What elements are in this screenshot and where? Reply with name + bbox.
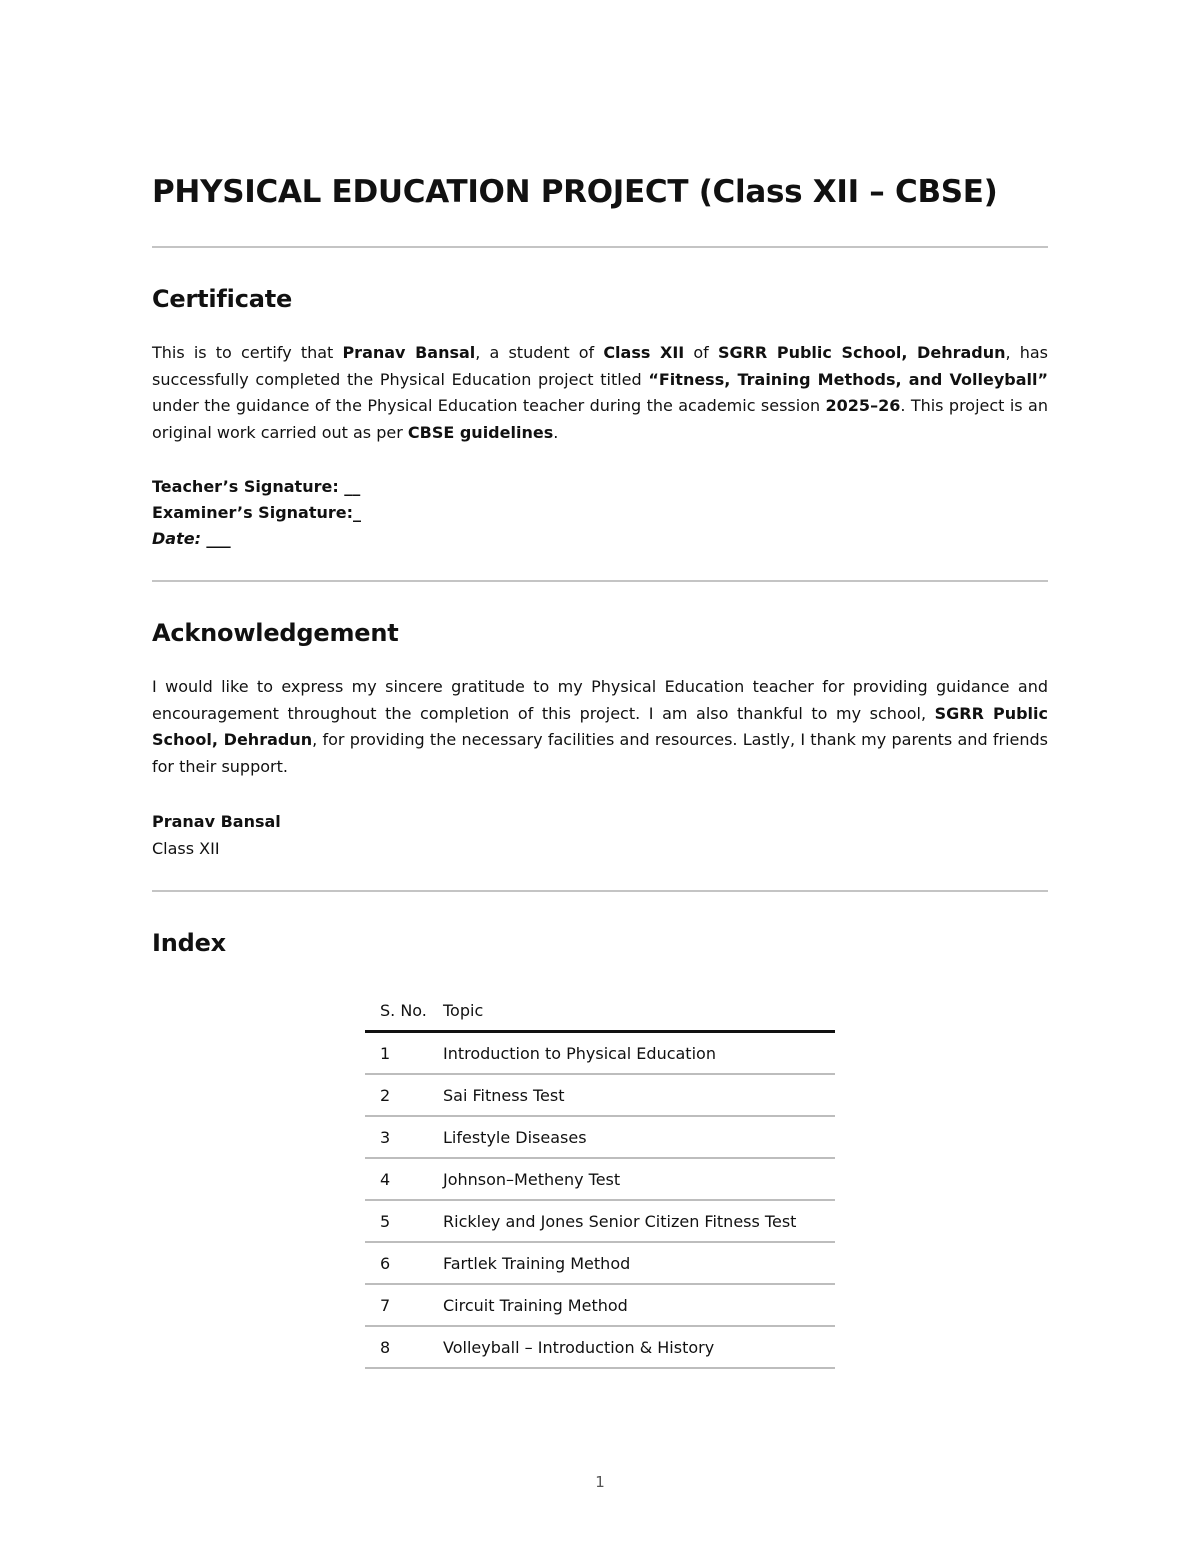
certificate-text [152, 340, 1048, 446]
table-row [365, 1074, 835, 1116]
examiner-signature: Examiner’s Signature:_ [152, 503, 362, 522]
acknowledgement-heading: Acknowledgement [152, 619, 399, 647]
table-row [365, 1200, 835, 1242]
certificate-text-part: . This project is an original work carried out as per [152, 396, 1048, 442]
acknowledgement-text [152, 674, 1048, 780]
document-title: PHYSICAL EDUCATION PROJECT (Class XII – CBSE) [152, 174, 998, 210]
table-row [365, 1032, 835, 1075]
row-topic: Sai Fitness Test [443, 1085, 565, 1105]
divider [152, 890, 1048, 892]
certificate-text-part: . [553, 422, 559, 442]
page-content [152, 168, 1049, 1357]
signoff-block [152, 808, 1048, 862]
divider [152, 246, 1048, 248]
table-row [365, 1242, 835, 1284]
certificate-text-part: under the guidance of the Physical Education teacher during the academic session [152, 396, 826, 415]
table-row [365, 1284, 835, 1326]
certificate-text-part: , a student of [475, 343, 604, 362]
student-class: Class XII [603, 343, 685, 362]
index-heading: Index [152, 929, 226, 957]
row-number: 7 [380, 1295, 391, 1315]
date-line: Date: ___ [152, 529, 231, 548]
acknowledgement-text-part: , for providing the necessary facilities and resources. Lastly, I thank my parents and friends for their support. [152, 730, 1048, 776]
signoff-name: Pranav Bansal [152, 812, 281, 831]
certificate-text-part: of [684, 343, 718, 362]
row-topic: Introduction to Physical Education [443, 1043, 716, 1063]
row-topic: Fartlek Training Method [443, 1253, 631, 1273]
cbse-guidelines: CBSE guidelines [407, 422, 554, 442]
table-header-row [365, 990, 835, 1032]
school-name: SGRR Public School, Dehradun [717, 343, 1006, 362]
table-row [365, 1326, 835, 1368]
column-header: S. No. [380, 1000, 427, 1020]
row-topic: Circuit Training Method [443, 1295, 628, 1315]
row-number: 4 [380, 1169, 391, 1189]
signoff-class: Class XII [152, 839, 220, 858]
certificate-heading: Certificate [152, 285, 293, 313]
row-number: 3 [380, 1127, 391, 1147]
divider [152, 580, 1048, 582]
project-title: “Fitness, Training Methods, and Volleyball” [648, 369, 1048, 389]
row-topic: Johnson–Metheny Test [443, 1169, 621, 1189]
row-number: 5 [380, 1211, 391, 1231]
index-table [365, 990, 835, 1369]
academic-session: 2025–26 [825, 396, 901, 415]
row-number: 8 [380, 1337, 391, 1357]
row-topic: Volleyball – Introduction & History [443, 1337, 715, 1357]
teacher-signature: Teacher’s Signature: __ [152, 477, 361, 496]
school-name: SGRR Public School, Dehradun [152, 703, 1049, 749]
certificate-text-part: This is to certify that [152, 343, 343, 362]
column-header: Topic [443, 1000, 484, 1020]
row-number: 1 [380, 1043, 391, 1063]
certificate-text-part: , has successfully completed the Physical Education project titled [152, 343, 1048, 389]
table-row [365, 1116, 835, 1158]
signature-block [152, 474, 1048, 552]
acknowledgement-text-part: I would like to express my sincere gratitude to my Physical Education teacher for providing guidance and encouragement throughout the completion of this project. I am also thankful to my school, [152, 677, 1048, 723]
row-topic: Lifestyle Diseases [443, 1127, 587, 1147]
page-number: 1 [595, 1473, 605, 1491]
row-topic: Rickley and Jones Senior Citizen Fitness Test [443, 1211, 797, 1231]
table-row [365, 1158, 835, 1200]
row-number: 2 [380, 1085, 391, 1105]
row-number: 6 [380, 1253, 391, 1273]
student-name: Pranav Bansal [342, 343, 476, 362]
